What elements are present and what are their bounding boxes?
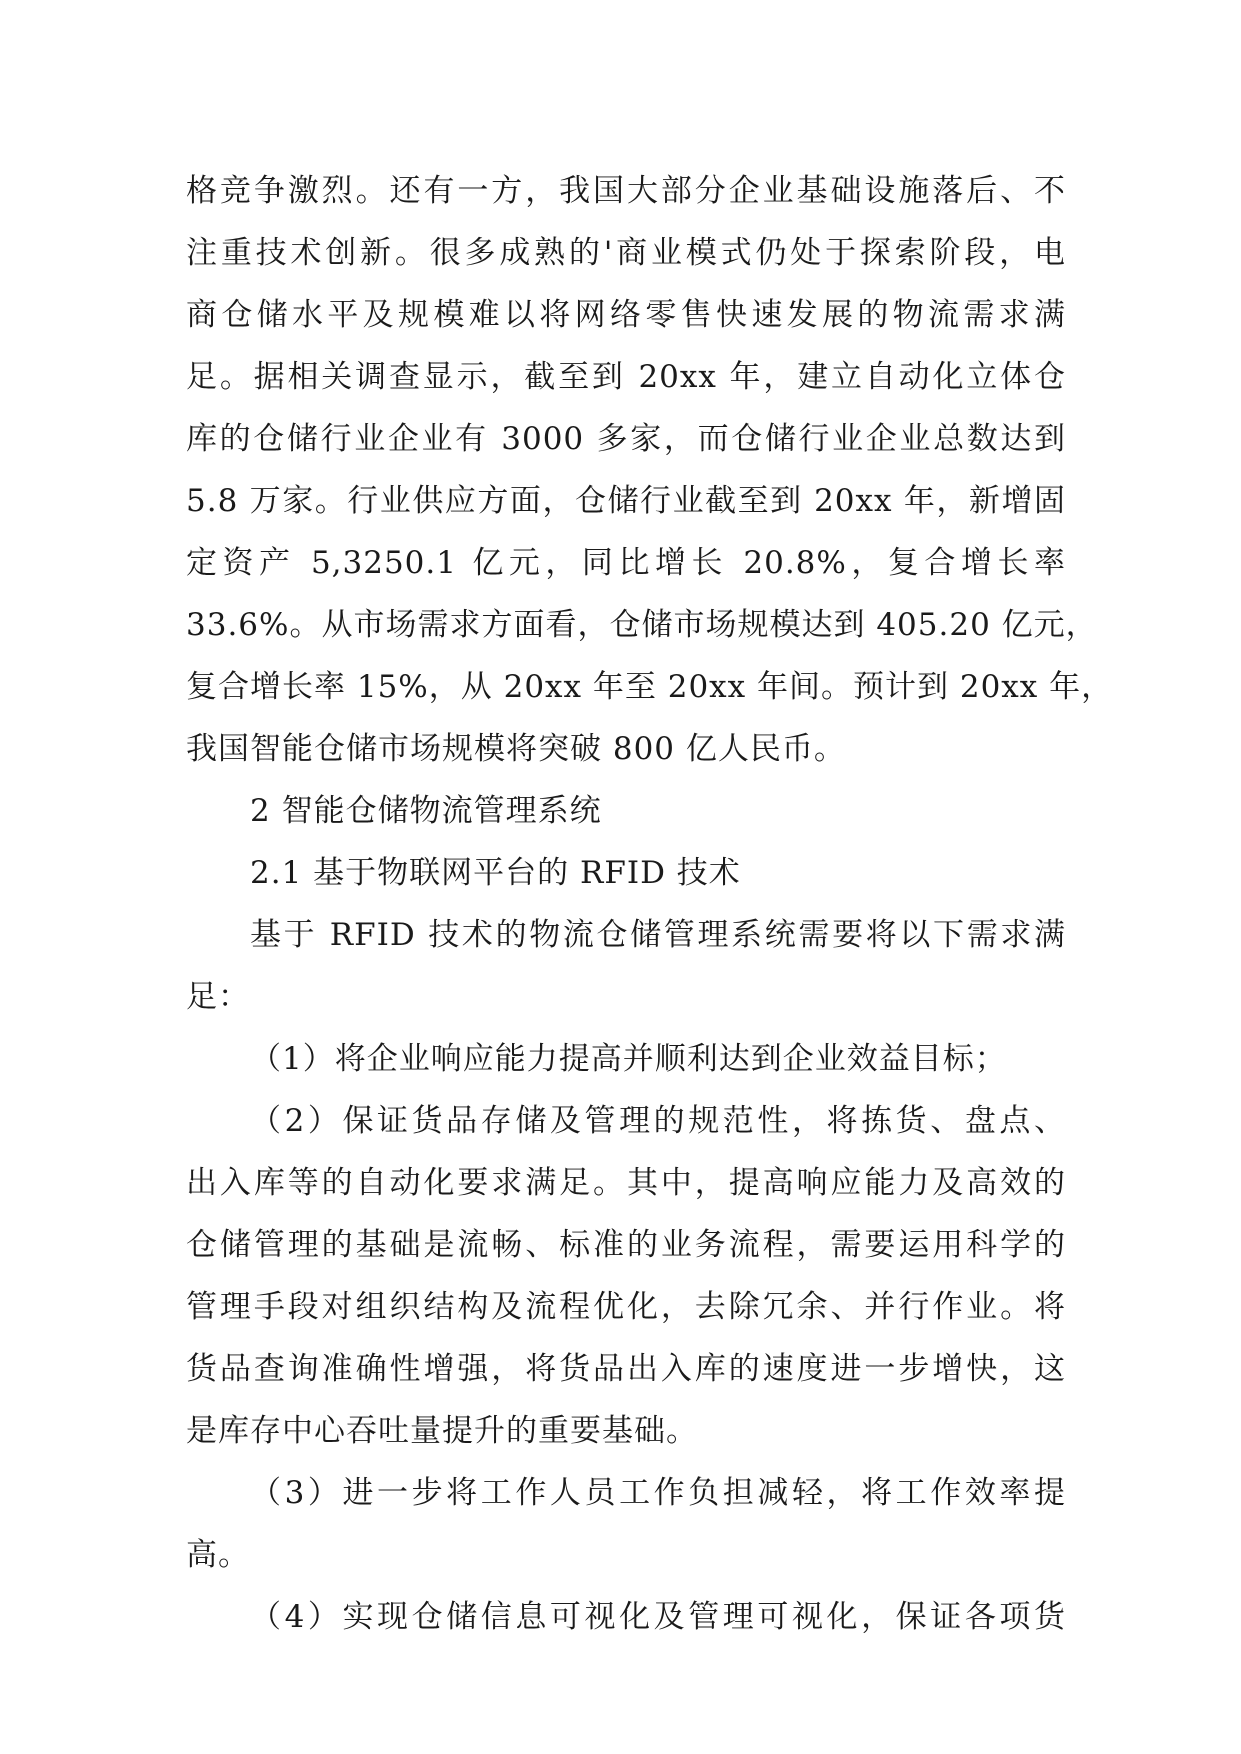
text-line: 库的仓储行业企业有 3000 多家，而仓储行业企业总数达到 — [186, 421, 1066, 457]
text-line: 复合增长率 15%，从 20xx 年至 20xx 年间。预计到 20xx 年， — [186, 669, 1114, 705]
text-line: 高。 — [186, 1537, 250, 1573]
text-line: 足： — [186, 979, 250, 1015]
text-line: 是库存中心吞吐量提升的重要基础。 — [186, 1413, 698, 1449]
list-item: （4）实现仓储信息可视化及管理可视化，保证各项货 — [250, 1599, 1066, 1635]
text-line: 仓储管理的基础是流畅、标准的业务流程，需要运用科学的 — [186, 1227, 1066, 1263]
text-line: 33.6%。从市场需求方面看，仓储市场规模达到 405.20 亿元， — [186, 607, 1098, 643]
list-item: （1）将企业响应能力提高并顺利达到企业效益目标； — [250, 1041, 1007, 1077]
body-text — [186, 160, 1114, 1648]
section-heading: 2 智能仓储物流管理系统 — [250, 793, 602, 829]
subsection-heading: 2.1 基于物联网平台的 RFID 技术 — [250, 855, 741, 891]
list-item: （2）保证货品存储及管理的规范性，将拣货、盘点、 — [250, 1103, 1066, 1139]
text-line: 基于 RFID 技术的物流仓储管理系统需要将以下需求满 — [250, 917, 1066, 953]
text-line: 5.8 万家。行业供应方面，仓储行业截至到 20xx 年，新增固 — [186, 483, 1066, 519]
text-line: 足。据相关调查显示，截至到 20xx 年，建立自动化立体仓 — [186, 359, 1066, 395]
list-item: （3）进一步将工作人员工作负担减轻，将工作效率提 — [250, 1475, 1066, 1511]
text-line: 定资产 5,3250.1 亿元，同比增长 20.8%，复合增长率 — [186, 545, 1066, 581]
text-line: 货品查询准确性增强，将货品出入库的速度进一步增快，这 — [186, 1351, 1066, 1387]
text-line: 出入库等的自动化要求满足。其中，提高响应能力及高效的 — [186, 1165, 1066, 1201]
text-line: 商仓储水平及规模难以将网络零售快速发展的物流需求满 — [186, 297, 1066, 333]
text-line: 我国智能仓储市场规模将突破 800 亿人民币。 — [186, 731, 846, 767]
text-line: 管理手段对组织结构及流程优化，去除冗余、并行作业。将 — [186, 1289, 1066, 1325]
text-line: 格竞争激烈。还有一方，我国大部分企业基础设施落后、不 — [186, 173, 1066, 209]
text-line: 注重技术创新。很多成熟的'商业模式仍处于探索阶段，电 — [186, 235, 1066, 271]
